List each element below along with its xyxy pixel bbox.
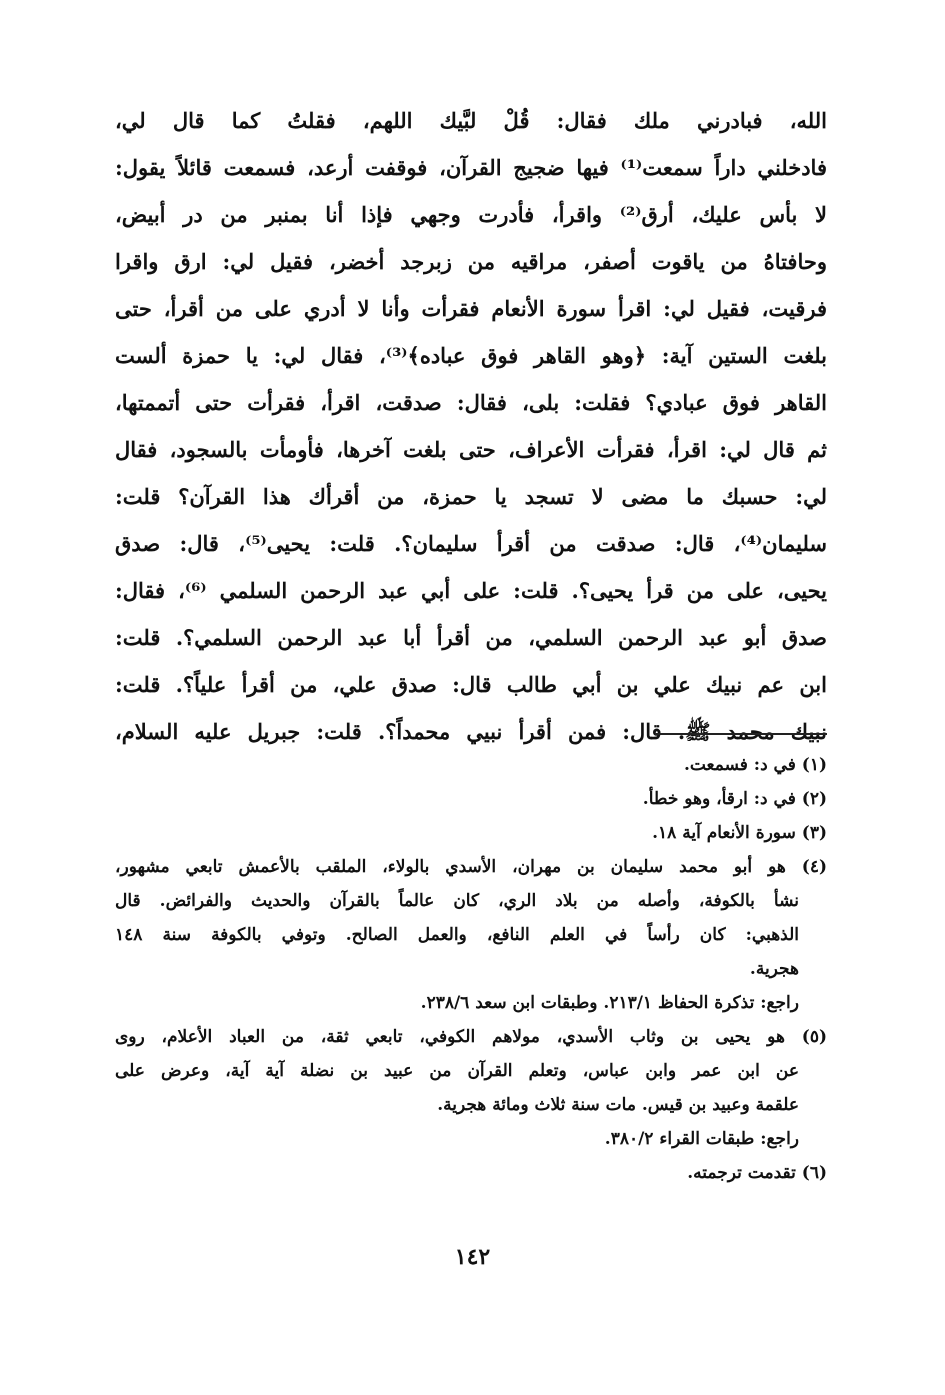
main-text-line: فادخلني داراً سمعت⁽¹⁾ فيها ضجيج القرآن، فوقفت أرعد، فسمعت قائلاً يقول: [115,155,827,180]
footnotes [115,748,827,1190]
footnote-line: (١) في د: فسمعت. [683,755,827,775]
footnote-line: هجرية. [749,959,799,979]
main-text-line: القاهر فوق عبادي؟ فقلت: بلى، فقال: صدقت، اقرأ، فقرأت حتى أتممتها، [115,390,827,415]
footnote-line: راجع: تذكرة الحفاظ ٢١٣/١. وطبقات ابن سعد ٢٣٨/٦. [420,993,799,1013]
main-text-line: يحيى، على من قرأ يحيى؟. قلت: على أبي عبد الرحمن السلمي ⁽⁶⁾، فقال: [115,578,827,603]
main-text-line: الله، فبادرني ملك فقال: قُلْ لبَّيك اللهم، فقلتُ كما قال لي، [115,108,827,133]
footnote-line: (٥) هو يحيى بن وثاب الأسدي، مولاهم الكوفي، تابعي ثقة، من العباد الأعلام، روى [115,1027,827,1047]
main-text [115,97,827,755]
footnote-line: علقمة وعبيد بن قيس. مات سنة ثلاث ومائة هجرية. [437,1095,799,1115]
main-text-line: وحافتاهُ من ياقوت أصفر، مراقيه من زبرجد أخضر، فقيل لي: ارق واقرا [115,249,827,274]
main-text-line: لا بأس عليك، أرق⁽²⁾ واقرأ، فأدرت وجهي فإذا أنا بمنبر من در أبيض، [115,202,827,227]
footnote-separator [655,733,827,735]
footnote-line: (٤) هو أبو محمد سليمان بن مهران، الأسدي بالولاء، الملقب بالأعمش تابعي مشهور، [115,857,827,877]
main-text-line: فرقيت، فقيل لي: اقرأ سورة الأنعام فقرأت وأنا لا أدري على من أقرأ، حتى [115,296,827,321]
footnote-line: راجع: طبقات القراء ٣٨٠/٢. [604,1129,799,1149]
main-text-line: نبيك محمد ﷺ. قال: فمن أقرأ نبيي محمداً؟. قلت: جبريل عليه السلام، [115,719,827,744]
footnote-line: نشأ بالكوفة، وأصله من بلاد الري، كان عالماً بالقرآن والحديث والفرائض. قال [115,891,799,911]
footnote-line: (٣) سورة الأنعام آية ١٨. [652,823,827,843]
main-text-line: صدق أبو عبد الرحمن السلمي، من أقرأ أبا عبد الرحمن السلمي؟. قلت: [115,625,827,650]
main-text-line: لي: حسبك ما مضى لا تسجد يا حمزة، من أقرأك هذا القرآن؟ قلت: [115,484,827,509]
page-number: ١٤٢ [454,1244,491,1270]
footnote-line: الذهبي: كان رأساً في العلم النافع، والعمل الصالح. وتوفي بالكوفة سنة ١٤٨ [115,925,799,945]
main-text-line: بلغت الستين آية: ﴿وهو القاهر فوق عباده﴾⁽³⁾، فقال لي: يا حمزة ألست [115,343,827,368]
main-text-line: ثم قال لي: اقرأ، فقرأت الأعراف، حتى بلغت آخرها، فأومأت بالسجود، فقال [115,437,827,462]
main-text-line: ابن عم نبيك علي بن أبي طالب قال: صدق علي، من أقرأ علياً؟. قلت: [115,672,827,697]
footnote-line: عن ابن عمر وابن عباس، وتعلم القرآن من عبيد بن نضلة آية آية، وعرض على [115,1061,799,1081]
main-text-line: سليمان⁽⁴⁾، قال: صدقت من أقرأ سليمان؟. قلت: يحيى⁽⁵⁾، قال: صدق [115,531,827,556]
footnote-line: (٢) في د: ارقأ، وهو خطأ. [642,789,827,809]
footnote-line: (٦) تقدمت ترجمته. [687,1163,827,1183]
